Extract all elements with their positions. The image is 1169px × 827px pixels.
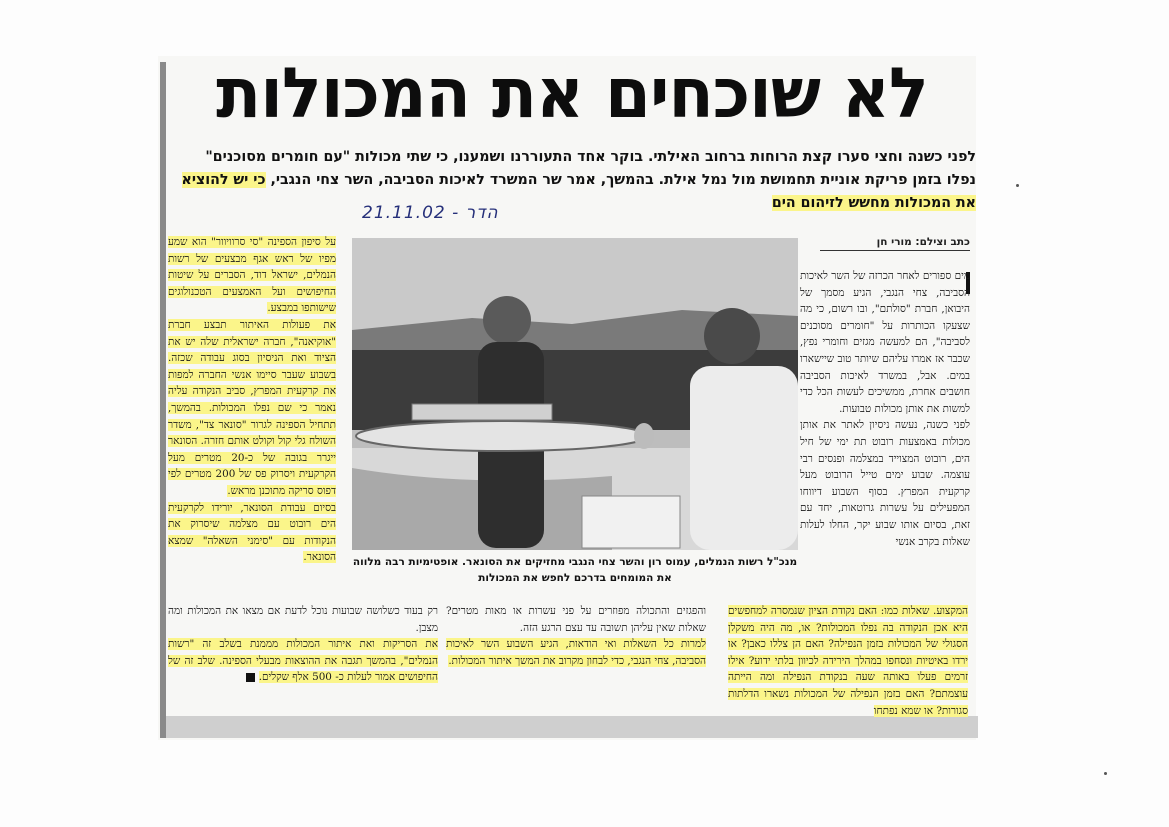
page-bottom-band	[166, 716, 978, 738]
lede	[170, 146, 976, 215]
scan-speck	[1104, 772, 1107, 775]
lede-line-1: לפני כשנה וחצי סערו קצת הרוחות ברחוב האילתי. בוקר אחד התעוררנו ושמענו, כי שתי מכולות "עם חומרים מסוכנים"	[205, 149, 976, 165]
column-bottom-middle	[446, 603, 706, 669]
handwritten-date-note: 21.11.02 - הדר	[362, 203, 499, 223]
column-bottom-right-para: המקצוע. שאלות כמו: האם נקודת הציון שנמסרה למחפשים היא אכן הנקודה בה נפלו המכולות? או, מה היה משקלן הסגולי של המכולות בזמן הנפילה? האם הן צללו כאבן? או ירדו באיטיות ונסחפו במהלך הירידה לכיוון בלתי ידוע? אילו זרמים פעלו באותה שעה בנקודת הנפילה ומה הייתה עוצמתם? האם בזמן הנפילה של המכולות נשארו הדלתות סגורות? או שמא נפתחו	[728, 605, 968, 717]
column-left	[168, 234, 336, 566]
column-right-para-2: לפני כשנה, נעשה ניסיון לאתר את אותן מכולות באמצעות רובוט תת ימי של חיל הים, רובוט המצוייד במצלמה ופנסים רבי עוצמה. שבוע ימים טייל הרובוט מעל קרקעית המפרץ. בסוף השבוע דיווחו המפעילים על עשרות גרוטאות, יחד עם זאת, בסיום אותו שבוע יקר, החלו לעלות שאלות בקרב אנשי	[800, 419, 970, 548]
column-bottom-middle-para-1: והפגזים והתכולה מפוזרים על פני עשרות או מאות מטרים? שאלות שאין עליהן תשובה עד עצם הרגע הזה.	[446, 605, 706, 634]
news-photo	[352, 238, 798, 550]
column-bottom-left-para-2: את הסריקות ואת איתור המכולות מממנת בשלב זה "רשות הנמלים", בהמשך תגבה את ההוצאות מבעלי הספינה. שלב זה של החיפושים אמור לעלות כ- 500 אלף שקלים.	[168, 638, 438, 684]
column-bottom-left	[168, 603, 438, 686]
column-right-para-1: מים ספורים לאחר הכרזה של השר לאיכות הסביבה, צחי הנגבי, הגיע מסמך של היבואן, חברת "סולתם", ובו רשום, כי מה שצעקו הכותרות על "חומרים מסוכנים לסביבה", הם למעשה מגזים וחומרי נפץ, שכבר אז אמרו עליהם שיותר טוב שיישארו במים. אבל, במשרד לאיכות הסביבה חושבים אחרת, ממשיכים לעשות הכל כדי למשות את אותן מכולות טבועות.	[800, 270, 970, 415]
photo-illustration	[352, 238, 798, 550]
clipping-edge-shadow	[160, 62, 166, 738]
column-left-para-1: על סיפון הספינה "סי סרוויוור" הוא שמע מפיו של ראש אגף מבצעים של רשות הנמלים, ישראל דוד, הסברים על שיטות החיפושים ועל האמצעים הטכנולוגים שישותפו במבצע.	[168, 236, 336, 315]
column-left-para-2: את פעולות האיתור תבצע חברת "אוקיאנה", חברה ישראלית שלה יש את הציוד ואת הניסיון בסוג עבודה שכזה. בשבוע שעבר סיימו אנשי החברה למפות את קרקעית המפרץ, סביב הנקודה עליה נאמר כי שם נפלו המכולות. בהמשך, תתחיל הספינה לגרור "סונאר צד", משדר השולח גלי קול וקולט אותם חזרה. הסונאר ייגרר בגובה של כ-20 מטרים מעל הקרקעית ויסרוק פס של 200 מטרים לפי דפוס סריקה מתוכנן מראש.	[168, 318, 337, 497]
scan-speck	[1016, 184, 1019, 187]
lede-line-3-highlight: את המכולות מחשש לזיהום הים	[771, 195, 976, 211]
byline: כתב וצילם: מורי חן	[820, 236, 970, 251]
lede-line-2	[170, 169, 976, 192]
column-bottom-middle-para-2: למרות כל השאלות ואי הודאות, הגיע השבוע השר לאיכות הסביבה, צחי הנגבי, כדי לבחון מקרוב את המשך איתור המכולות.	[446, 638, 706, 667]
lede-line-2a: נפלו בזמן פריקת אוניית תחמושת מול נמל אילת. בהמשך, אמר שר המשרד לאיכות הסביבה, השר צחי הנגבי,	[265, 172, 976, 188]
column-right	[800, 268, 970, 550]
end-of-article-mark	[246, 673, 255, 682]
lede-line-2b-highlight: כי יש להוציא	[181, 172, 266, 188]
headline: לא שוכחים את המכולות	[216, 53, 928, 134]
column-bottom-right	[728, 603, 968, 719]
column-left-para-3: בסיום עבודת הסונאר, יורידו לקרקעית הים רובוט עם מצלמה שיסרוק את הנקודות עם "סימני השאלה" שמצא הסונאר.	[168, 501, 336, 564]
photo-caption: מנכ"ל רשות הנמלים, עמוס רון והשר צחי הנגבי מחזיקים את הסונאר. אופטימיות רבה מלווה את המומחים בדרכם לחפש את המכולות	[352, 556, 798, 584]
column-bottom-left-para-1: רק בעוד כשלושה שבועות נוכל לדעת אם מצאו את המכולות ומה מצבן.	[168, 605, 438, 634]
